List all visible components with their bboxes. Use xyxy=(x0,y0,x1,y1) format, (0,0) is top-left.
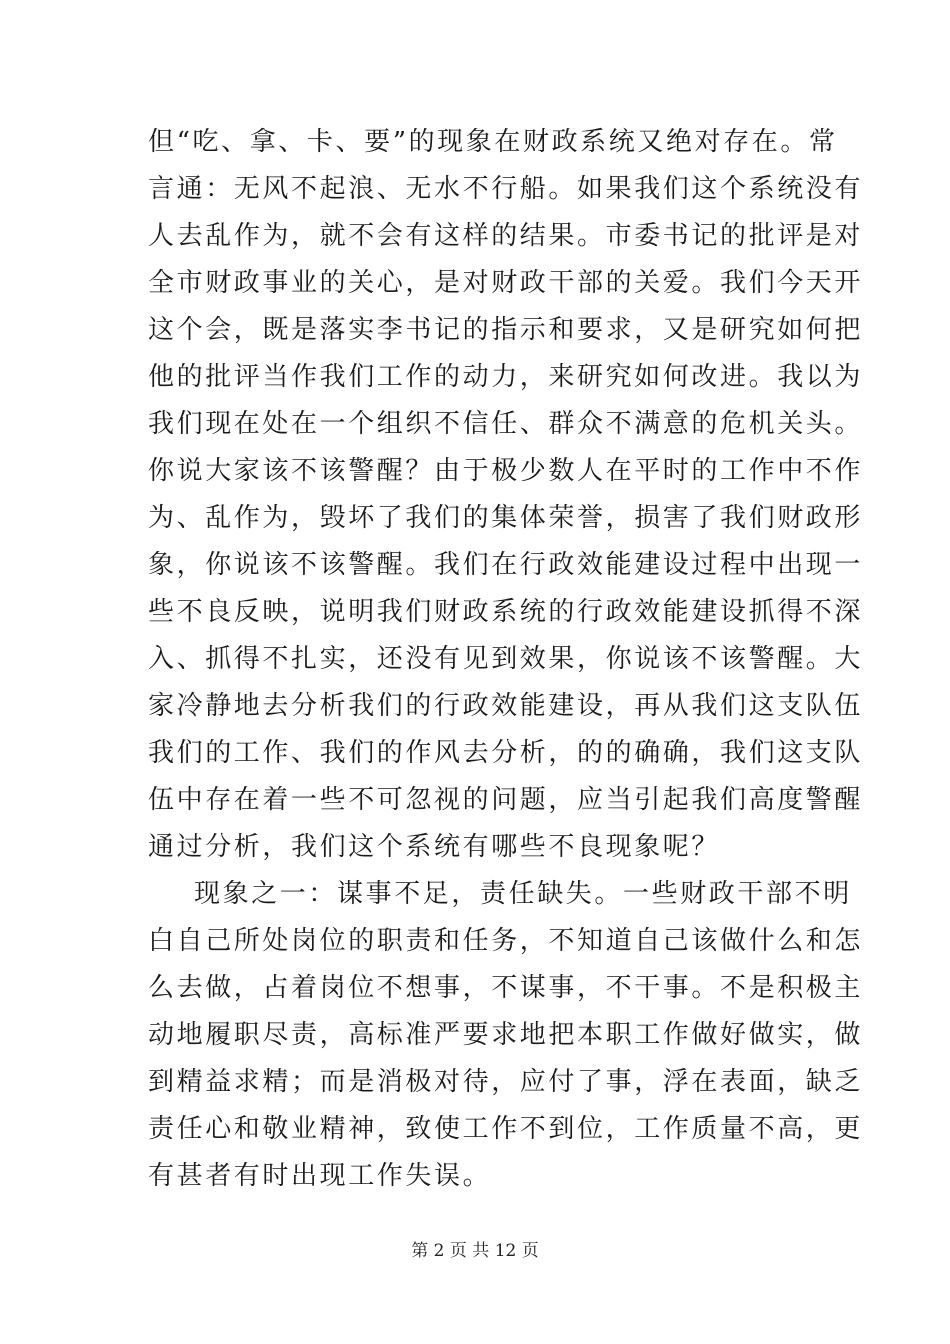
paragraph-start-line: 现象之一：谋事不足，责任缺失。一些财政干部不明 xyxy=(194,879,852,909)
text-line: 我们的工作、我们的作风去分析，的的确确，我们这支队 xyxy=(148,738,864,768)
text-line: 么去做，占着岗位不想事，不谋事，不干事。不是积极主 xyxy=(148,973,864,1003)
page-number-footer: 第 2 页 共 12 页 xyxy=(411,1241,539,1261)
text-line: 到精益求精；而是消极对待，应付了事，浮在表面，缺乏 xyxy=(148,1067,864,1097)
text-line: 责任心和敬业精神，致使工作不到位，工作质量不高，更 xyxy=(148,1114,864,1144)
text-line: 但“吃、拿、卡、要”的现象在财政系统又绝对存在。常 xyxy=(148,127,838,157)
text-line: 白自己所处岗位的职责和任务，不知道自己该做什么和怎 xyxy=(148,926,864,956)
text-line: 通过分析，我们这个系统有哪些不良现象呢？ xyxy=(148,832,721,862)
text-line: 他的批评当作我们工作的动力，来研究如何改进。我以为 xyxy=(148,362,864,392)
text-line: 人去乱作为，就不会有这样的结果。市委书记的批评是对 xyxy=(148,221,864,251)
text-line: 你说大家该不该警醒？由于极少数人在平时的工作中不作 xyxy=(148,456,864,486)
text-line: 有甚者有时出现工作失误。 xyxy=(148,1161,492,1191)
text-line: 些不良反映，说明我们财政系统的行政效能建设抓得不深 xyxy=(148,597,864,627)
text-line: 全市财政事业的关心，是对财政干部的关爱。我们今天开 xyxy=(148,268,864,298)
text-line: 伍中存在着一些不可忽视的问题，应当引起我们高度警醒 xyxy=(148,785,864,815)
text-line: 我们现在处在一个组织不信任、群众不满意的危机关头。 xyxy=(148,409,864,439)
text-line: 入、抓得不扎实，还没有见到效果，你说该不该警醒。大 xyxy=(148,644,864,674)
text-line: 为、乱作为，毁坏了我们的集体荣誉，损害了我们财政形 xyxy=(148,503,864,533)
text-line: 象，你说该不该警醒。我们在行政效能建设过程中出现一 xyxy=(148,550,864,580)
text-line: 家冷静地去分析我们的行政效能建设，再从我们这支队伍 xyxy=(148,691,864,721)
text-line: 言通：无风不起浪、无水不行船。如果我们这个系统没有 xyxy=(148,174,864,204)
text-line: 这个会，既是落实李书记的指示和要求，又是研究如何把 xyxy=(148,315,864,345)
text-line: 动地履职尽责，高标准严要求地把本职工作做好做实，做 xyxy=(148,1020,864,1050)
